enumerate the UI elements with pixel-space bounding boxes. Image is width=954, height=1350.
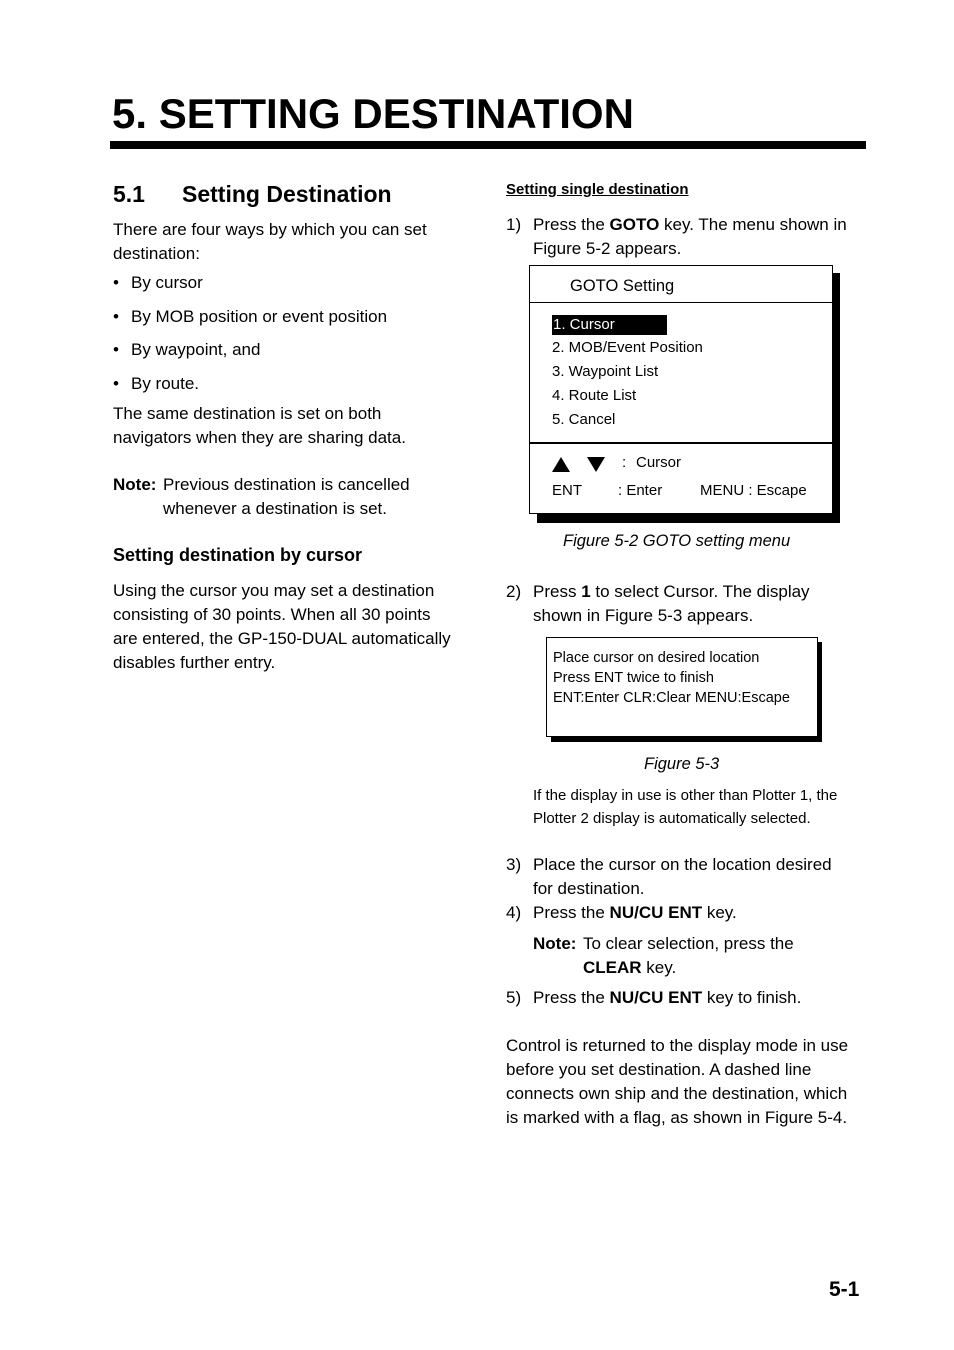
section-heading [113,180,392,208]
plotter-note: If the display in use is other than Plotter 1, the Plotter 2 display is automatically selected. [533,787,838,827]
menu-item-route-list[interactable]: 4. Route List [552,387,637,404]
arrow-down-icon [587,457,605,472]
step-3: 3) Place the cursor on the location desired for destination. [506,855,832,898]
note-label: Note: [533,934,577,953]
enter-hint: : Enter [618,482,663,499]
goto-menu: GOTO Setting 1. Cursor 2. MOB/Event Position 3. Waypoint List 4. Route List 5. Cancel : Cursor ENT : Enter MENU : Escape [529,265,833,514]
menu-divider [530,442,832,444]
section-title: Setting Destination [182,181,392,207]
list-item: • By waypoint, and [113,338,260,362]
intro-line: destination: [113,244,200,263]
note-block: Note: Previous destination is cancelled whenever a destination is set. [113,475,410,518]
menu-item-waypoint-list[interactable]: 3. Waypoint List [552,363,659,380]
page-number: 5-1 [829,1278,860,1301]
cursor-hint: Cursor [636,454,682,471]
step-note: Note: To clear selection, press the CLEAR key. [533,934,794,977]
menu-item-mob[interactable]: 2. MOB/Event Position [552,339,703,356]
figure-caption: Figure 5-2 GOTO setting menu [563,532,791,550]
cursor-paragraph: Using the cursor you may set a destination consisting of 30 points. When all 30 points are entered, the GP-150-DUAL automatically disables further entry. [113,581,451,672]
intro-line: There are four ways by which you can set [113,220,427,239]
bullet-dot: • [113,374,119,393]
step-4: 4) Press the NU/CU ENT key. [506,903,737,922]
note-label: Note: [113,475,157,494]
procedure-heading: Setting single destination [506,181,689,198]
title-rule [110,141,866,149]
sharing-paragraph: The same destination is set on both navigators when they are sharing data. [113,404,406,447]
arrow-up-icon [552,457,570,472]
ent-key-label: ENT [552,482,582,499]
step-1: 1) Press the GOTO key. The menu shown in Figure 5-2 appears. [506,215,847,258]
section-number: 5.1 [113,181,145,207]
subheading: Setting destination by cursor [113,545,363,565]
list-item: • By MOB position or event position [113,305,387,329]
bullet-dot: • [113,340,119,359]
menu-item-cursor[interactable]: 1. Cursor [552,315,667,335]
cursor-display: Place cursor on desired location Press ENT twice to finish ENT:Enter CLR:Clear MENU:Escape [546,637,818,737]
intro-paragraph [113,218,427,266]
list-item: • By cursor [113,271,203,295]
figure-caption: Figure 5-3 [644,755,720,773]
bullet-dot: • [113,273,119,292]
bullet-dot: • [113,307,119,326]
closing-paragraph: Control is returned to the display mode in use before you set destination. A dashed line connects own ship and the destination, which is marked with a flag, as shown in Figure 5-4. [506,1036,849,1127]
menu-title: GOTO Setting [570,277,675,295]
step-5: 5) Press the NU/CU ENT key to finish. [506,988,802,1007]
menu-title-bar [530,266,832,303]
chapter-title: 5. SETTING DESTINATION [112,90,634,137]
step-2: 2) Press 1 to select Cursor. The display shown in Figure 5-3 appears. [506,582,810,625]
list-item: • By route. [113,372,199,396]
menu-item-cancel[interactable]: 5. Cancel [552,411,616,428]
escape-hint: MENU : Escape [700,482,807,499]
